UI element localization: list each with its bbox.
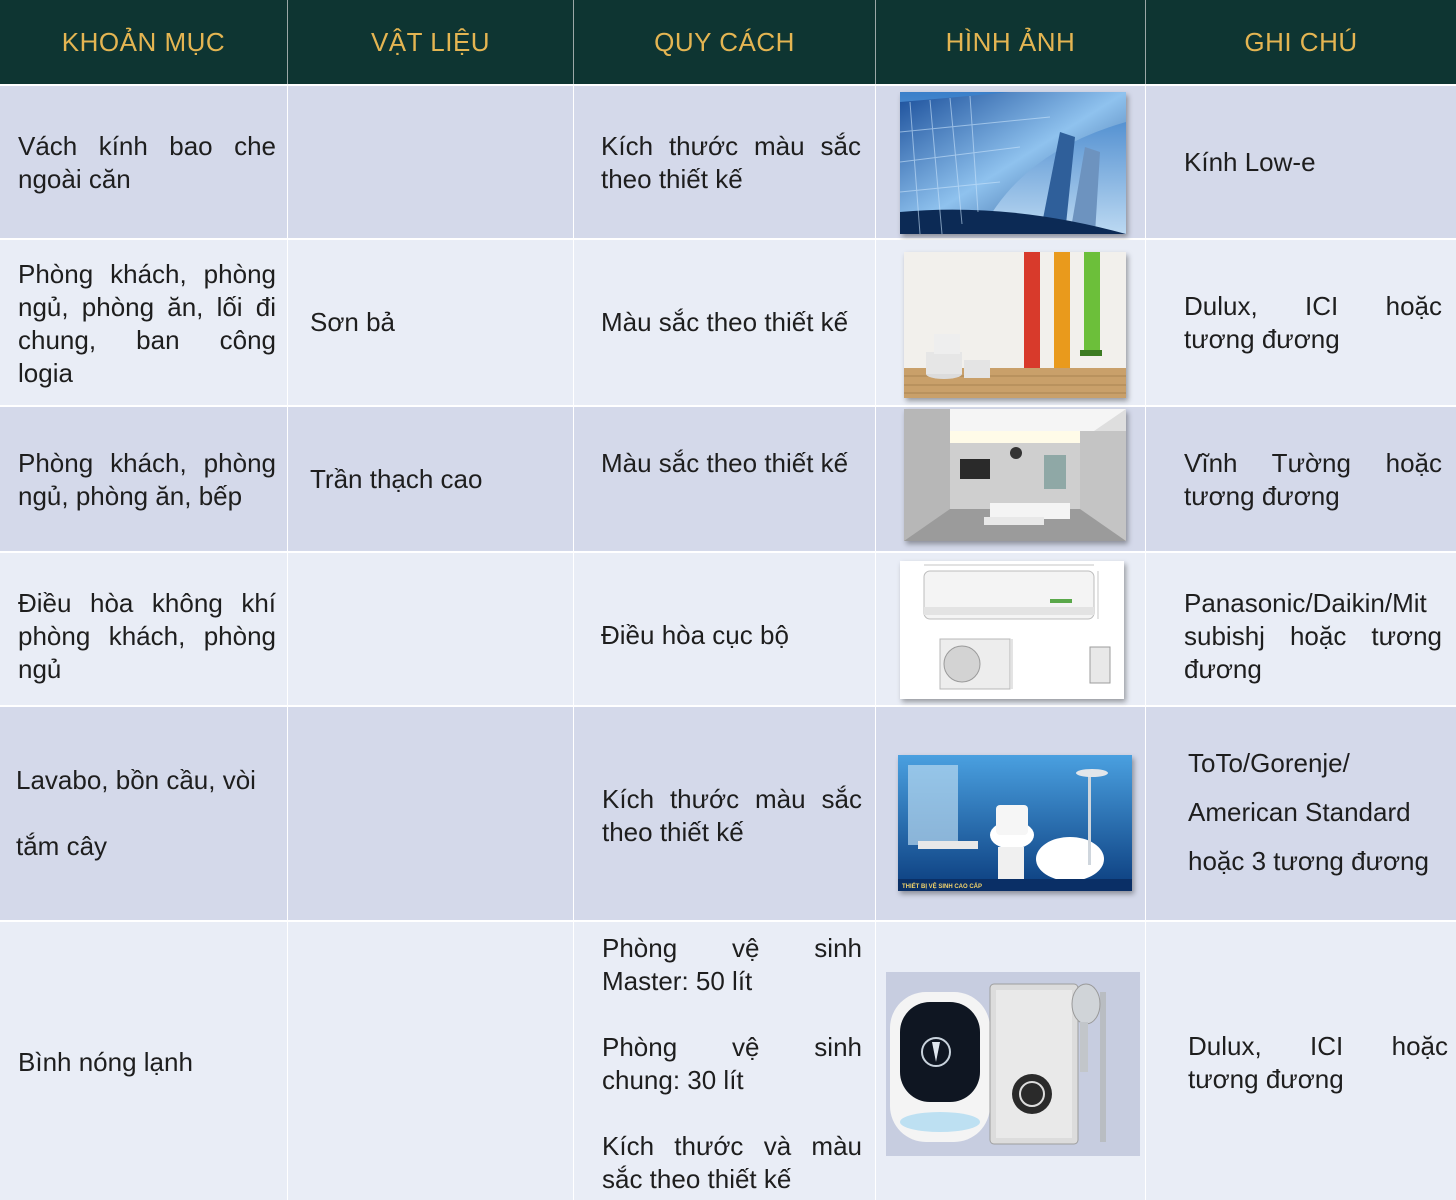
item-line: Điều hòa không khí — [18, 588, 276, 618]
spec-line: Màu sắc theo thiết kế — [601, 307, 849, 337]
note-line: đương — [1184, 654, 1262, 684]
spec-line: sắc theo thiết kế — [602, 1164, 792, 1194]
spec-line: Phòng vệ sinh — [602, 1032, 862, 1062]
material-cell — [288, 707, 574, 920]
note-line: Dulux, ICI hoặc — [1184, 291, 1442, 321]
item-line: chung, ban công — [18, 325, 276, 355]
material-cell — [288, 553, 574, 705]
header-item: KHOẢN MỤC — [0, 0, 288, 84]
table-row — [0, 922, 1456, 1200]
spec-cell — [574, 240, 876, 405]
material-cell — [288, 86, 574, 238]
material-cell — [288, 407, 574, 551]
note-line: American Standard — [1188, 797, 1411, 827]
item-line: Lavabo, bồn cầu, vòi — [16, 765, 256, 795]
spec-line: theo thiết kế — [602, 817, 744, 847]
glass-facade-image — [900, 92, 1126, 234]
table-row — [0, 240, 1456, 405]
image-cell — [876, 240, 1146, 405]
material-cell — [288, 240, 574, 405]
water-heater-image — [886, 972, 1140, 1156]
image-cell — [876, 553, 1146, 705]
note-line: ToTo/Gorenje/ — [1188, 748, 1350, 778]
item-cell — [0, 86, 288, 238]
table-row — [0, 553, 1456, 705]
table-row — [0, 86, 1456, 238]
item-line: ngủ, phòng ăn, bếp — [18, 481, 243, 511]
note-cell — [1146, 86, 1456, 238]
note-line: tương đương — [1184, 481, 1340, 511]
note-line: Kính Low-e — [1184, 147, 1316, 177]
item-line: Vách kính bao che — [18, 131, 276, 161]
image-cell — [876, 407, 1146, 551]
spec-cell — [574, 707, 876, 920]
spec-line: chung: 30 lít — [602, 1065, 744, 1095]
image-caption: THIẾT BỊ VỆ SINH CAO CẤP — [902, 884, 983, 890]
spec-line: Màu sắc theo thiết kế — [601, 448, 849, 478]
note-cell — [1146, 240, 1456, 405]
item-line: phòng khách, phòng — [18, 621, 276, 651]
note-cell — [1146, 553, 1456, 705]
sanitary-ware-image — [898, 755, 1132, 891]
table-header — [0, 0, 1456, 84]
note-cell — [1146, 707, 1456, 920]
header-note: GHI CHÚ — [1244, 26, 1358, 57]
note-cell — [1146, 922, 1456, 1200]
material-cell — [288, 922, 574, 1200]
item-line: ngủ, phòng ăn, lối đi — [18, 292, 276, 322]
ceiling-living-room-image — [904, 409, 1126, 541]
spec-cell — [574, 86, 876, 238]
material-text: Trần thạch cao — [310, 464, 483, 494]
spec-line: Master: 50 lít — [602, 966, 753, 996]
spec-line: Phòng vệ sinh — [602, 933, 862, 963]
spec-cell — [574, 407, 876, 551]
note-line: Dulux, ICI hoặc — [1188, 1031, 1448, 1061]
image-cell — [876, 707, 1146, 920]
table-row — [0, 407, 1456, 551]
item-line: Bình nóng lạnh — [18, 1047, 193, 1077]
header-spec: QUY CÁCH — [574, 0, 876, 84]
item-cell — [0, 240, 288, 405]
material-text: Sơn bả — [310, 307, 395, 337]
item-cell — [0, 707, 288, 920]
image-cell — [876, 86, 1146, 238]
note-cell — [1146, 407, 1456, 551]
spec-line: Kích thước và màu — [602, 1131, 862, 1161]
note-line: hoặc 3 tương đương — [1188, 846, 1429, 876]
spec-line: Điều hòa cục bộ — [601, 620, 789, 650]
spec-cell — [574, 922, 876, 1200]
item-line: ngoài căn — [18, 164, 131, 194]
spec-line: Kích thước màu sắc — [601, 131, 861, 161]
note-line: Panasonic/Daikin/Mit — [1184, 588, 1427, 618]
table-row — [0, 707, 1456, 920]
item-cell — [0, 922, 288, 1200]
paint-room-image — [904, 252, 1126, 398]
item-line: logia — [18, 358, 73, 388]
note-line: tương đương — [1184, 324, 1340, 354]
item-line: Phòng khách, phòng — [18, 448, 276, 478]
item-cell — [0, 407, 288, 551]
header-image: HÌNH ẢNH — [876, 0, 1146, 84]
note-line: Vĩnh Tường hoặc — [1184, 448, 1442, 478]
air-conditioner-image — [900, 561, 1124, 699]
header-material: VẬT LIỆU — [288, 0, 574, 84]
item-line: ngủ — [18, 654, 62, 684]
spec-cell — [574, 553, 876, 705]
spec-line: Kích thước màu sắc — [602, 784, 862, 814]
note-line: subishj hoặc tương — [1184, 621, 1442, 651]
note-line: tương đương — [1188, 1064, 1344, 1094]
item-cell — [0, 553, 288, 705]
image-cell — [876, 922, 1146, 1200]
item-line: tắm cây — [16, 831, 108, 861]
item-line: Phòng khách, phòng — [18, 259, 276, 289]
spec-line: theo thiết kế — [601, 164, 743, 194]
